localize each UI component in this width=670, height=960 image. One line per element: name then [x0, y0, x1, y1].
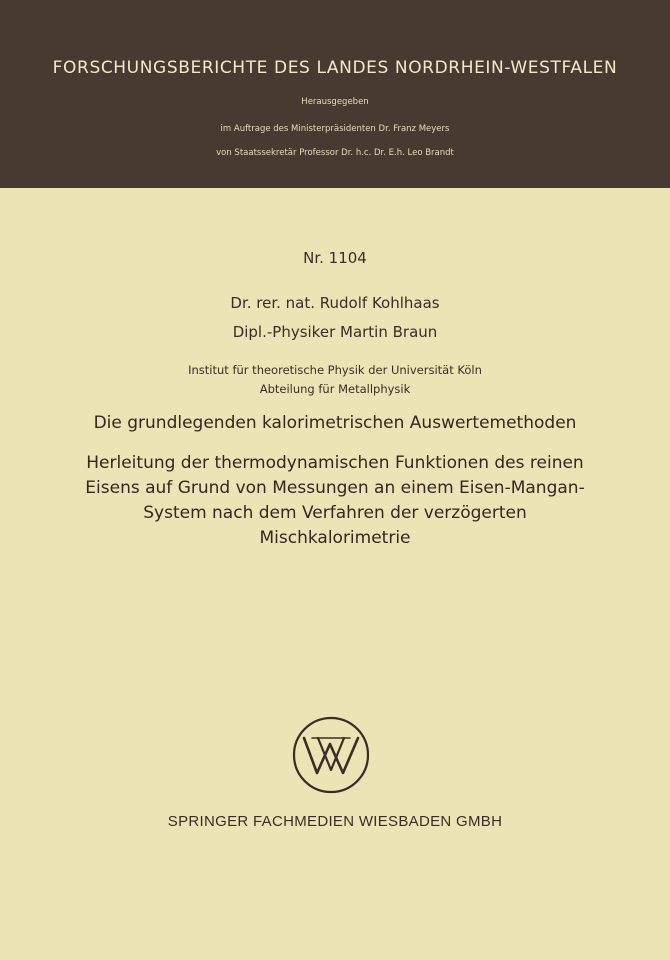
publisher-name: SPRINGER FACHMEDIEN WIESBADEN GMBH — [167, 813, 503, 830]
book-title: Die grundlegenden kalorimetrischen Auswertemethoden — [93, 413, 577, 433]
subtitle-line: Eisens auf Grund von Messungen an einem Eisen-Mangan- — [85, 478, 585, 498]
report-number: Nr. 1104 — [303, 249, 367, 267]
author-name: Dipl.-Physiker Martin Braun — [232, 323, 438, 341]
subtitle-line: Mischkalorimetrie — [259, 528, 411, 548]
institute-line: Institut für theoretische Physik der Universität Köln — [188, 363, 482, 377]
subtitle-line: System nach dem Verfahren der verzögerten — [143, 503, 527, 523]
subtitle-line: Herleitung der thermodynamischen Funktionen des reinen — [86, 453, 584, 473]
editor-label: Herausgegeben — [301, 97, 369, 107]
author-name: Dr. rer. nat. Rudolf Kohlhaas — [230, 294, 440, 312]
series-title: FORSCHUNGSBERICHTE DES LANDES NORDRHEIN-WESTFALEN — [52, 58, 618, 78]
institute-line: Abteilung für Metallphysik — [259, 382, 411, 396]
secretary-line: von Staatssekretär Professor Dr. h.c. Dr. E.h. Leo Brandt — [216, 148, 454, 158]
commission-line: im Auftrage des Ministerpräsidenten Dr. Franz Meyers — [220, 124, 450, 134]
springer-fachmedien-wv-logo-icon — [290, 714, 372, 796]
series-header-band — [0, 0, 670, 188]
